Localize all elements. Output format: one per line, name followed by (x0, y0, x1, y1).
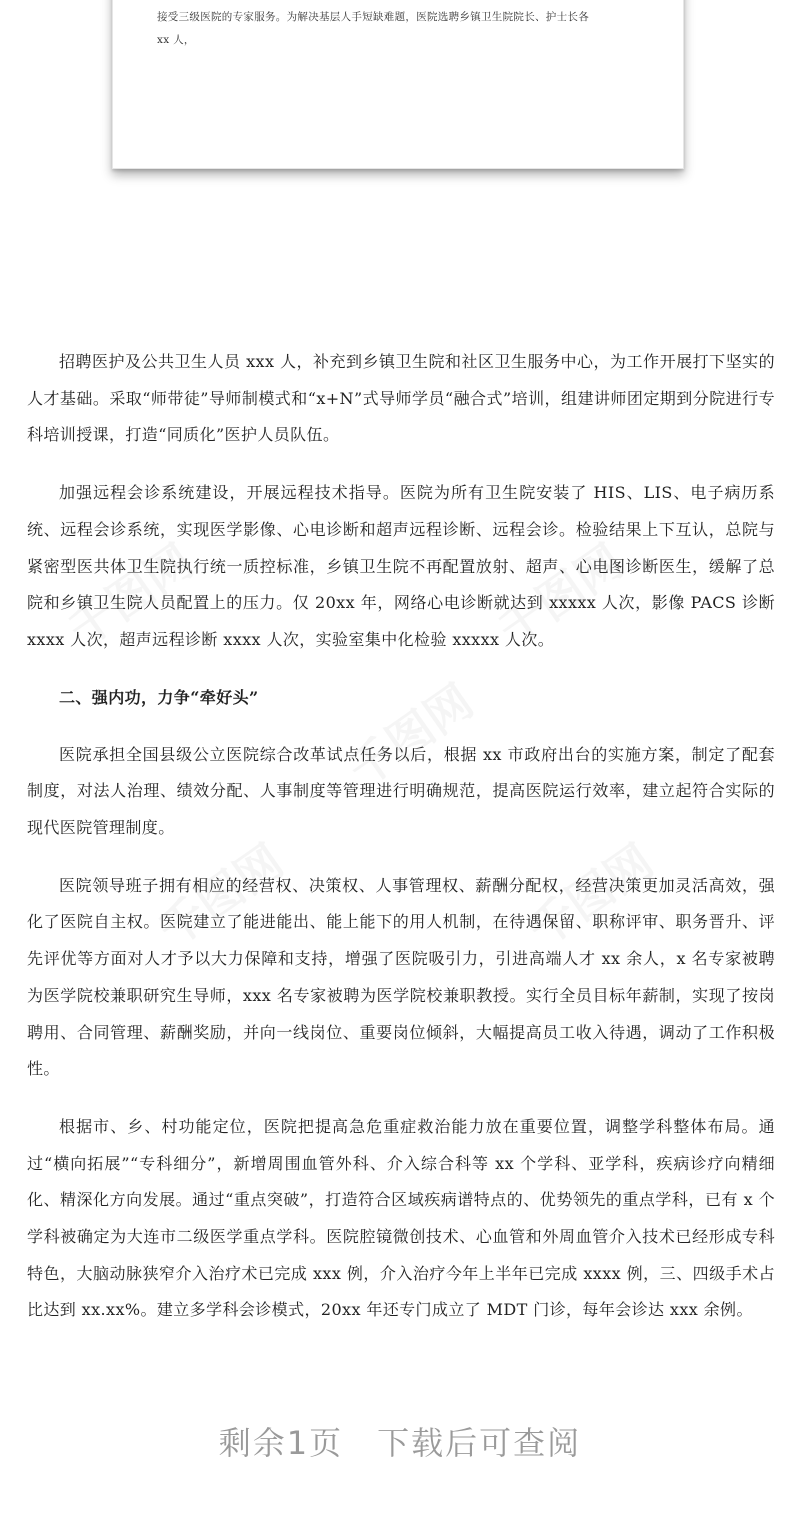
article-paragraph: 医院领导班子拥有相应的经营权、决策权、人事管理权、薪酬分配权，经营决策更加灵活高效，强化了医院自主权。医院建立了能进能出、能上能下的用人机制，在待遇保留、职称评审、职务晋升、评先评优等方面对人才予以大力保障和支持，增强了医院吸引力，引进高端人才 xx 余人，x 名专家被聘为医学院校兼职研究生导师，xxx 名专家被聘为医学院校兼职教授。实行全员目标年薪制，实现了按岗聘用、合同管理、薪酬奖励，并向一线岗位、重要岗位倾斜，大幅提高员工收入待遇，调动了工作积极性。 (27, 875, 775, 1079)
section-heading: 二、强内功，力争“牵好头” (59, 687, 259, 707)
preview-page-card (112, 0, 684, 169)
preview-text (157, 6, 657, 52)
download-to-view-label: 下载后可查阅 (377, 1424, 582, 1462)
article-body (27, 344, 775, 1350)
remaining-pages-label: 剩余1页 (218, 1424, 344, 1462)
article-paragraph: 招聘医护及公共卫生人员 xxx 人，补充到乡镇卫生院和社区卫生服务中心，为工作开展打下坚实的人才基础。采取“师带徒”导师制模式和“x+N”式导师学员“融合式”培训，组建讲师团定期到分院进行专科培训授课，打造“同质化”医护人员队伍。 (27, 352, 775, 445)
preview-line-2: xx 人， (157, 34, 195, 46)
download-prompt[interactable] (0, 1418, 800, 1464)
article-paragraph: 根据市、乡、村功能定位，医院把提高急危重症救治能力放在重要位置，调整学科整体布局。通过“横向拓展”“专科细分”，新增周围血管外科、介入综合科等 xx 个学科、亚学科，疾病诊疗向精细化、精深化方向发展。通过“重点突破”，打造符合区域疾病谱特点的、优势领先的重点学科，已有 x 个学科被确定为大连市二级医学重点学科。医院腔镜微创技术、心血管和外周血管介入技术已经形成专科特色，大脑动脉狭窄介入治疗术已完成 xxx 例，介入治疗今年上半年已完成 xxxx 例，三、四级手术占比达到 xx.xx%。建立多学科会诊模式，20xx 年还专门成立了 MDT 门诊，每年会诊达 xxx 余例。 (27, 1116, 775, 1320)
preview-line-1: 接受三级医院的专家服务。为解决基层人手短缺难题，医院选聘乡镇卫生院院长、护士长各 (157, 11, 589, 23)
watermark-logo: 千图网 (518, 833, 663, 958)
watermark-logo: 千图网 (58, 533, 203, 658)
watermark-logo: 千图网 (148, 833, 293, 958)
watermark-logo: 千图网 (338, 673, 483, 798)
article-paragraph: 医院承担全国县级公立医院综合改革试点任务以后，根据 xx 市政府出台的实施方案，制定了配套制度，对法人治理、绩效分配、人事制度等管理进行明确规范，提高医院运行效率，建立起符合实际的现代医院管理制度。 (27, 744, 775, 838)
article-paragraph: 加强远程会诊系统建设，开展远程技术指导。医院为所有卫生院安装了 HIS、LIS、电子病历系统、远程会诊系统，实现医学影像、心电诊断和超声远程诊断、远程会诊。检验结果上下互认，总院与紧密型医共体卫生院执行统一质控标准，乡镇卫生院不再配置放射、超声、心电图诊断医生，缓解了总院和乡镇卫生院人员配置上的压力。仅 20xx 年，网络心电诊断就达到 xxxxx 人次，影像 PACS 诊断 xxxx 人次，超声远程诊断 xxxx 人次，实验室集中化检验 xxxxx 人次。 (27, 483, 775, 649)
watermark-logo: 千图网 (488, 533, 633, 658)
